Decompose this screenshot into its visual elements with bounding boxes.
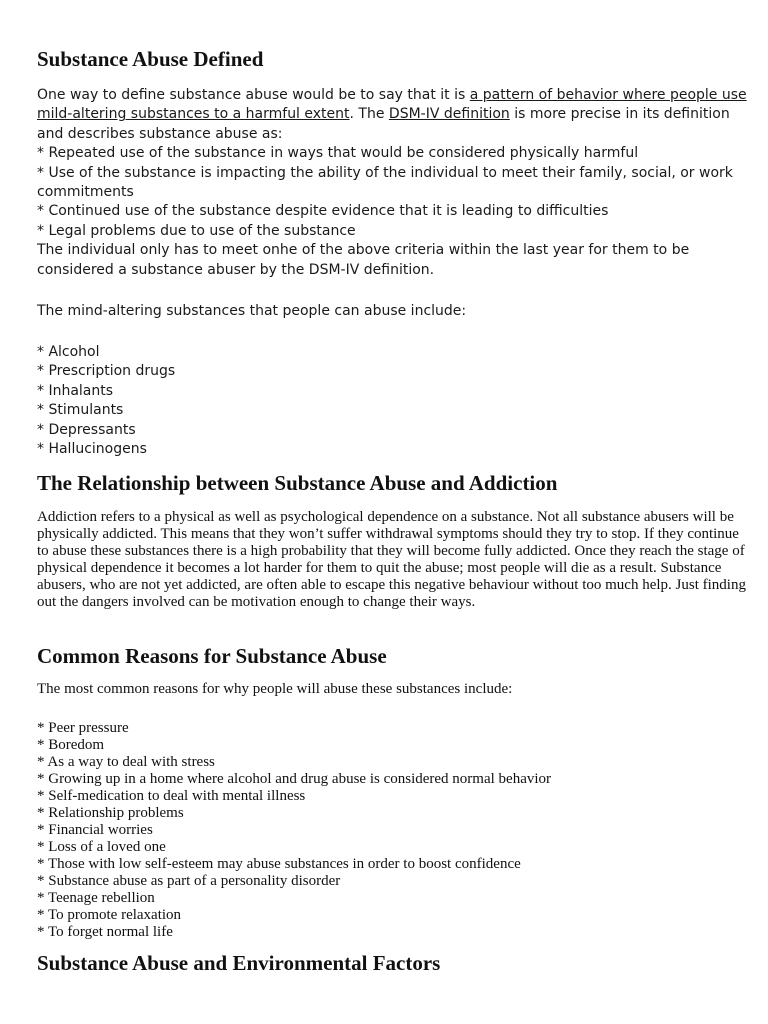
- heading-common-reasons: Common Reasons for Substance Abuse: [37, 644, 387, 668]
- list-item: * Loss of a loved one: [37, 839, 166, 855]
- list-item: * Depressants: [37, 421, 136, 438]
- intro-mid-text: . The: [349, 106, 389, 123]
- list-item: * Prescription drugs: [37, 363, 176, 380]
- heading-substance-abuse-defined: Substance Abuse Defined: [37, 47, 264, 71]
- substances-list: [37, 343, 752, 459]
- list-item: * To forget normal life: [37, 924, 173, 940]
- criteria-note: The individual only has to meet onhe of the above criteria within the last year for them to be considered a substance abuser by the DSM-IV definition.: [37, 242, 690, 278]
- reasons-intro-text: The most common reasons for why people will abuse these substances include:: [37, 681, 513, 697]
- list-item: * Relationship problems: [37, 805, 184, 821]
- substances-intro: [37, 302, 752, 321]
- definition-block: [37, 86, 752, 280]
- list-item: * Use of the substance is impacting the ability of the individual to meet their family, social, or work commitments: [37, 164, 733, 201]
- intro-post-text: is more precise in its definition and describes substance abuse as:: [37, 106, 730, 142]
- list-item: * As a way to deal with stress: [37, 754, 215, 770]
- substances-block: [37, 343, 752, 459]
- list-item: * Peer pressure: [37, 720, 129, 736]
- list-item: * Alcohol: [37, 344, 100, 360]
- intro-text: One way to define substance abuse would be to say that it is: [37, 87, 470, 103]
- criteria-list: [37, 144, 752, 241]
- reasons-list: [37, 720, 752, 941]
- reasons-intro: [37, 681, 752, 698]
- list-item: * Self-medication to deal with mental illness: [37, 788, 306, 804]
- dsm-iv-definition-link[interactable]: DSM-IV definition: [388, 106, 510, 123]
- reasons-block: [37, 720, 752, 941]
- definition-paragraph: [37, 86, 752, 144]
- list-item: * Continued use of the substance despite evidence that it is leading to difficulties: [37, 203, 609, 220]
- list-item: * To promote relaxation: [37, 907, 182, 923]
- addiction-paragraph: [37, 509, 752, 611]
- pattern-of-behavior-link[interactable]: a pattern of behavior where people use mild-altering substances to a harmful extent: [37, 87, 747, 123]
- list-item: * Teenage rebellion: [37, 890, 155, 906]
- heading-environmental-factors: Substance Abuse and Environmental Factors: [37, 951, 441, 975]
- list-item: * Repeated use of the substance in ways that would be considered physically harmful: [37, 145, 639, 162]
- list-item: * Growing up in a home where alcohol and drug abuse is considered normal behavior: [37, 771, 552, 787]
- list-item: * Substance abuse as part of a personality disorder: [37, 873, 341, 889]
- addiction-text: Addiction refers to a physical as well as psychological dependence on a substance. Not all substance abusers will be physically addicted. This means that they won’t suffer withdrawal symptoms should they try to stop. If they continue to abuse these substances there is a high probability that they will become fully addicted. Once they reach the stage of physical dependence it becomes a lot harder for them to quit the abuse; most people will die as a result. Substance abusers, who are not yet addicted, are often able to escape this negative behaviour without too much help. Just finding out the dangers involved can be motivation enough to change their ways.: [37, 509, 746, 610]
- list-item: * Financial worries: [37, 822, 153, 838]
- list-item: * Legal problems due to use of the substance: [37, 222, 356, 239]
- list-item: * Stimulants: [37, 402, 124, 419]
- list-item: * Those with low self-esteem may abuse substances in order to boost confidence: [37, 856, 521, 872]
- list-item: * Inhalants: [37, 382, 114, 399]
- substances-intro-text: The mind-altering substances that people can abuse include:: [37, 303, 467, 319]
- list-item: * Hallucinogens: [37, 441, 147, 458]
- list-item: * Boredom: [37, 737, 105, 753]
- heading-relationship-substance-abuse-addiction: The Relationship between Substance Abuse and Addiction: [37, 471, 558, 495]
